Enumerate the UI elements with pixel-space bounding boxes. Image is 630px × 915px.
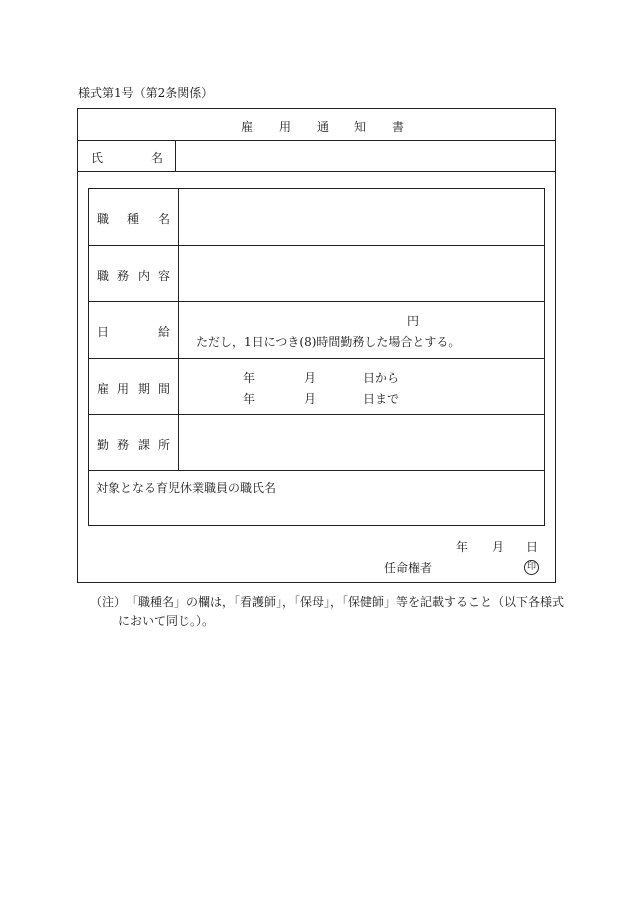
daily-wage-label	[89, 302, 179, 358]
work-section-field[interactable]	[180, 415, 544, 470]
title-char: 知	[354, 120, 367, 134]
name-label	[78, 141, 176, 171]
label-char: 職	[97, 212, 110, 226]
label-char: 職	[97, 269, 110, 283]
title-char: 書	[392, 120, 405, 134]
period-from-day: 日から	[363, 371, 400, 385]
period-to-year: 年	[243, 392, 256, 406]
work-section-label	[89, 415, 179, 470]
label-char: 名	[158, 212, 171, 226]
label-char: 課	[138, 438, 151, 452]
label-char: 内	[138, 269, 151, 283]
details-table	[88, 188, 545, 526]
seal-mark: 印	[524, 560, 539, 575]
note-line-1: 「職種名」の欄は，「看護師」，「保母」，「保健師」等を記載すること（以下各様式	[126, 595, 565, 609]
title-char: 通	[317, 120, 330, 134]
label-char: 用	[117, 382, 130, 396]
employment-period-label	[89, 359, 179, 414]
label-char: 種	[127, 212, 140, 226]
appointing-authority-label: 任命権者	[384, 561, 433, 575]
date-month: 月	[492, 540, 505, 554]
label-char: 日	[97, 325, 110, 339]
name-row	[78, 141, 555, 172]
name-field[interactable]	[177, 141, 555, 171]
job-title-row	[89, 189, 544, 246]
employment-notice-form	[77, 108, 556, 583]
job-content-label	[89, 246, 179, 301]
name-label-char: 名	[151, 151, 164, 165]
employment-period-field[interactable]	[180, 359, 544, 414]
period-from-year: 年	[243, 371, 256, 385]
yen-unit: 円	[407, 314, 420, 328]
note-line-2: において同じ。）。	[118, 614, 215, 628]
job-title-label	[89, 189, 179, 245]
label-char: 容	[158, 269, 171, 283]
job-content-field[interactable]	[180, 246, 544, 301]
target-staff-row[interactable]	[89, 471, 544, 525]
label-char: 務	[117, 269, 130, 283]
daily-wage-note: ただし，1日につき(8)時間勤務した場合とする。	[196, 335, 461, 349]
title-char: 用	[279, 120, 292, 134]
label-char: 所	[158, 438, 171, 452]
date-year: 年	[456, 540, 469, 554]
period-to-month: 月	[304, 392, 317, 406]
employment-period-row	[89, 359, 544, 415]
label-char: 期	[138, 382, 151, 396]
job-content-row	[89, 246, 544, 302]
date-day: 日	[526, 540, 539, 554]
label-char: 給	[158, 325, 171, 339]
period-to-day: 日まで	[363, 392, 400, 406]
daily-wage-row	[89, 302, 544, 359]
daily-wage-field[interactable]	[180, 302, 544, 358]
name-label-char: 氏	[91, 151, 104, 165]
label-char: 務	[117, 438, 130, 452]
form-number-label: 様式第1号（第2条関係）	[78, 86, 214, 100]
job-title-field[interactable]	[180, 189, 544, 245]
note-prefix: （注）	[90, 595, 127, 609]
title-row	[78, 109, 555, 141]
work-section-row	[89, 415, 544, 471]
target-staff-label: 対象となる育児休業職員の職氏名	[96, 481, 277, 495]
title-char: 雇	[241, 120, 254, 134]
label-char: 勤	[97, 438, 110, 452]
label-char: 雇	[97, 382, 110, 396]
label-char: 間	[158, 382, 171, 396]
period-from-month: 月	[304, 371, 317, 385]
